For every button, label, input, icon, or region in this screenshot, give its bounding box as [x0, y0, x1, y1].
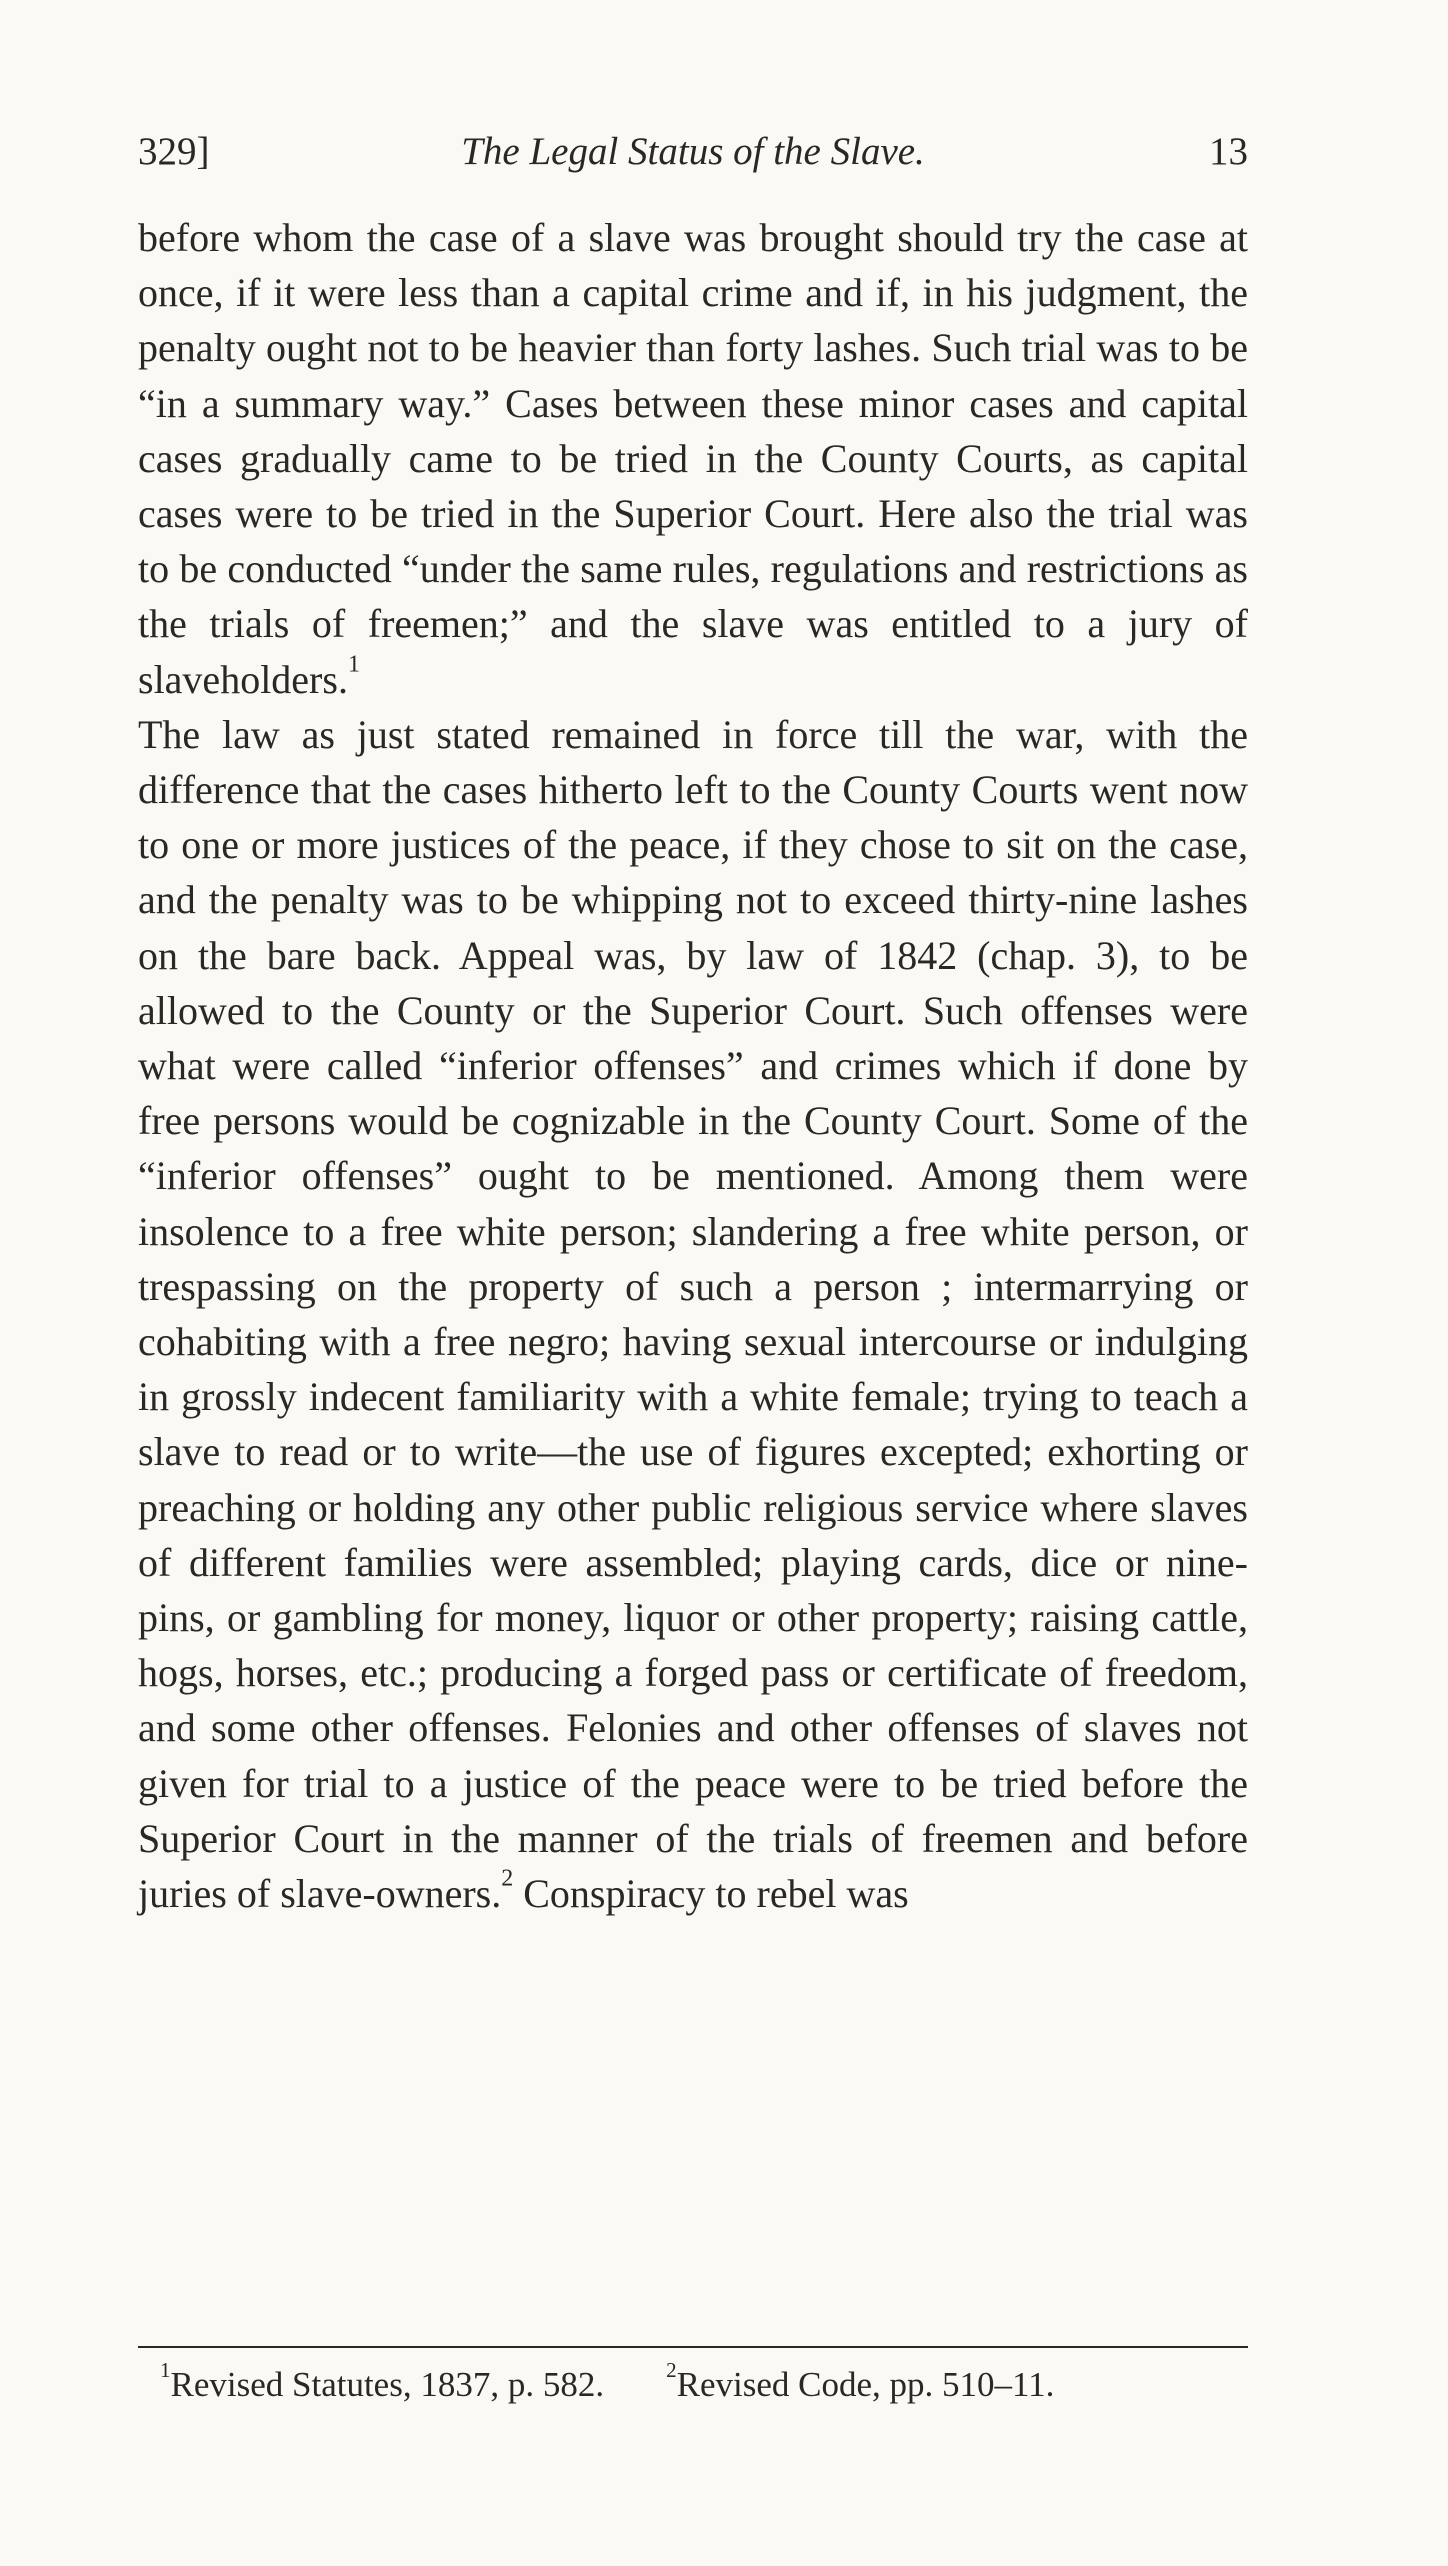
page-number: 13: [1209, 130, 1248, 173]
footnote-1-marker: 1: [160, 2358, 171, 2383]
running-header: [138, 122, 1248, 182]
page-range-marker: 329]: [138, 130, 210, 173]
footnote-2: [666, 2360, 1054, 2410]
footnote-ref-2: 2: [501, 1865, 514, 1892]
paragraph-2: [138, 707, 1248, 1921]
footnote-1-text: Revised Statutes, 1837, p. 582.: [170, 2365, 605, 2404]
footnote-rule: [138, 2346, 1248, 2348]
paragraph-1-text: before whom the case of a slave was brought should try the case at once, if it were less than a capital crime and if, in his judgment, the penalty ought not to be heavier than forty lashes. Such trial was to be “in a summary way.” Cases between these minor cases and capital cases gradually came to be tried in the County Courts, as capital cases were to be tried in the Superior Court. Here also the trial was to be conducted “under the same rules, regulations and restrictions as the trials of freemen;” and the slave was entitled to a jury of slaveholders.: [138, 215, 1248, 702]
running-title: The Legal Status of the Slave.: [461, 130, 925, 173]
footnote-2-marker: 2: [666, 2358, 677, 2383]
body-text: [138, 210, 1248, 1921]
paragraph-2-text: The law as just stated remained in force till the war, with the difference that the cases hitherto left to the County Courts went now to one or more justices of the peace, if they chose to sit on the case, and the penalty was to be whipping not to exceed thirty-nine lashes on the bare back. Appeal was, by law of 1842 (chap. 3), to be allowed to the County or the Superior Court. Such offenses were what were called “inferior offenses” and crimes which if done by free persons would be cognizable in the County Court. Some of the “inferior offenses” ought to be mentioned. Among them were insolence to a free white person; slandering a free white person, or trespassing on the property of such a person ; intermarrying or cohabiting with a free negro; having sexual intercourse or indulging in grossly indecent familiarity with a white female; trying to teach a slave to read or to write—the use of figures excepted; exhorting or preaching or holding any other public religious service where slaves of different families were assembled; playing cards, dice or nine-pins, or gambling for money, liquor or other property; raising cattle, hogs, horses, etc.; producing a forged pass or certificate of freedom, and some other offenses. Felonies and other offenses of slaves not given for trial to a justice of the peace were to be tried before the Superior Court in the manner of the trials of freemen and before juries of slave-owners.: [138, 711, 1248, 1917]
footnote-2-text: Revised Code, pp. 510–11.: [676, 2365, 1055, 2404]
paragraph-1: [138, 210, 1248, 707]
footnotes: [160, 2360, 1248, 2410]
paragraph-2-continuation: Conspiracy to rebel was: [513, 1871, 909, 1917]
footnote-1: [160, 2360, 604, 2410]
footnote-ref-1: 1: [347, 651, 360, 678]
